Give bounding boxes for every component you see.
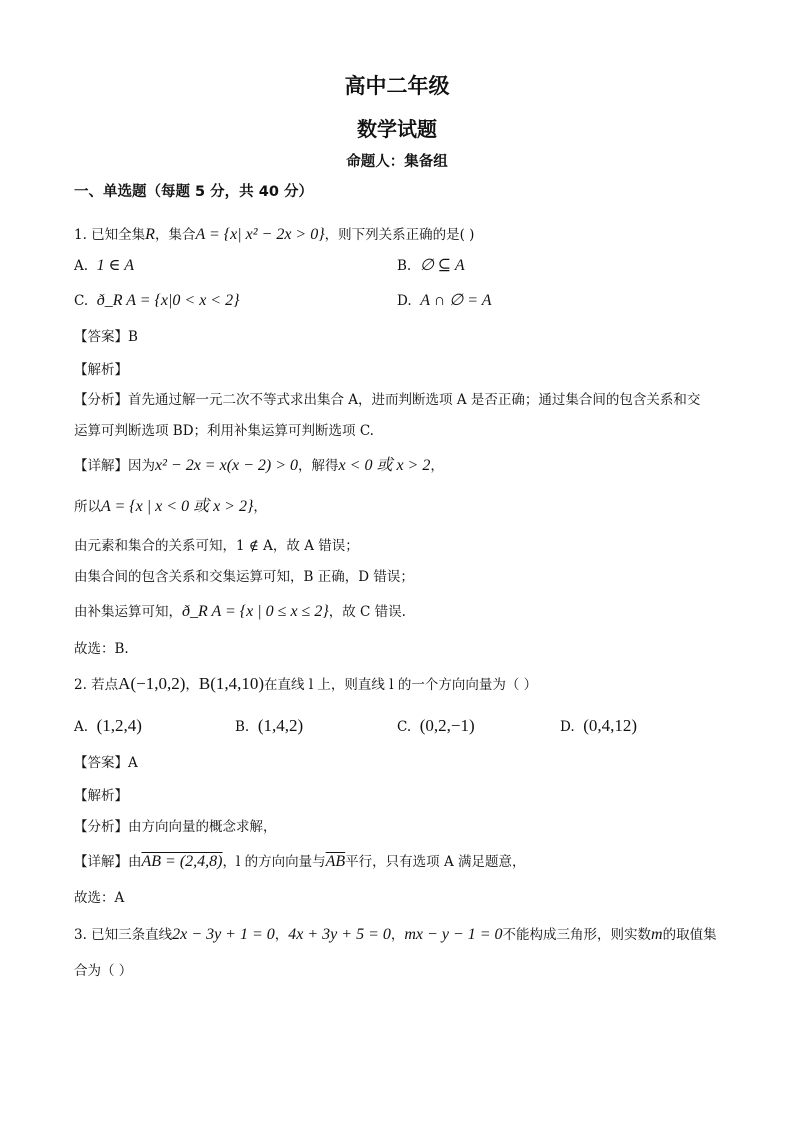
- q1-option-b: B. ∅ ⊆ A: [397, 257, 465, 274]
- q2-detail: 【详解】由AB = (2,4,8)，l 的方向向量与$\overline{AB}$平行，只有选项 A 满足题意，: [74, 853, 526, 870]
- q1-set: A = {x| x² − 2x > 0}: [195, 226, 325, 243]
- q2-option-a: A. (1,2,4): [74, 716, 142, 735]
- q1-analysis-line2: 运算可判断选项 BD；利用补集运算可判断选项 C.: [74, 423, 374, 439]
- section-heading: 一、单选题（每题 5 分，共 40 分）: [74, 184, 313, 200]
- q2-option-c: C. (0,2,−1): [397, 716, 475, 735]
- q1-inclusion-relation: 由集合间的包含关系和交集运算可知，B 正确，D 错误；: [74, 569, 414, 585]
- q1-complement: 由补集运算可知，ð_R A = {x | 0 ≤ x ≤ 2}，故 C 错误.: [74, 603, 406, 620]
- q2-analysis: 【分析】由方向向量的概念求解，: [74, 819, 277, 835]
- q2-answer: 【答案】A: [74, 755, 138, 771]
- author-line: 命题人：集备组: [346, 154, 448, 170]
- q1-analysis-heading: 【解析】: [74, 362, 128, 378]
- q1-analysis-line1: 【分析】首先通过解一元二次不等式求出集合 A，进而判断选项 A 是否正确；通过集合间的包含关系和交: [74, 392, 701, 408]
- q2-choose: 故选：A: [74, 890, 125, 906]
- q3-stem-line1: 3. 已知三条直线2x − 3y + 1 = 0，4x + 3y + 5 = 0，mx − y − 1 = 0不能构成三角形，则实数m的取值集: [74, 926, 717, 943]
- q1-set-result: 所以A = {x | x < 0 或 x > 2}，: [74, 498, 267, 515]
- subject-title: 数学试题: [357, 117, 437, 141]
- q2-analysis-heading: 【解析】: [74, 788, 128, 804]
- q2-option-d: D. (0,4,12): [560, 716, 638, 735]
- q2-point-a: A(−1,0,2): [118, 674, 186, 693]
- q1-detail: 【详解】因为x² − 2x = x(x − 2) > 0，解得x < 0 或 x > 2，: [74, 457, 444, 474]
- grade-title: 高中二年级: [344, 74, 450, 98]
- q1-option-a: A. 1 ∈ A: [74, 257, 134, 274]
- q1-answer: 【答案】B: [74, 329, 138, 345]
- q3-stem-line2: 合为（ ）: [74, 963, 133, 979]
- q1-element-relation: 由元素和集合的关系可知，1 ∉ A，故 A 错误；: [74, 538, 359, 554]
- q1-stem: 1. 已知全集R，集合A = {x| x² − 2x > 0}，则下列关系正确的是( ): [74, 226, 475, 243]
- q2-option-b: B. (1,4,2): [235, 716, 304, 735]
- q2-point-b: B(1,4,10): [198, 674, 265, 693]
- q1-choose: 故选：B.: [74, 641, 129, 657]
- q2-stem: 2. 若点A(−1,0,2)，B(1,4,10)在直线 l 上，则直线 l 的一个方向向量为（ ）: [74, 674, 538, 693]
- q1-option-c: C. ð_R A = {x|0 < x < 2}: [74, 292, 240, 309]
- q1-option-d: D. A ∩ ∅ = A: [397, 292, 492, 309]
